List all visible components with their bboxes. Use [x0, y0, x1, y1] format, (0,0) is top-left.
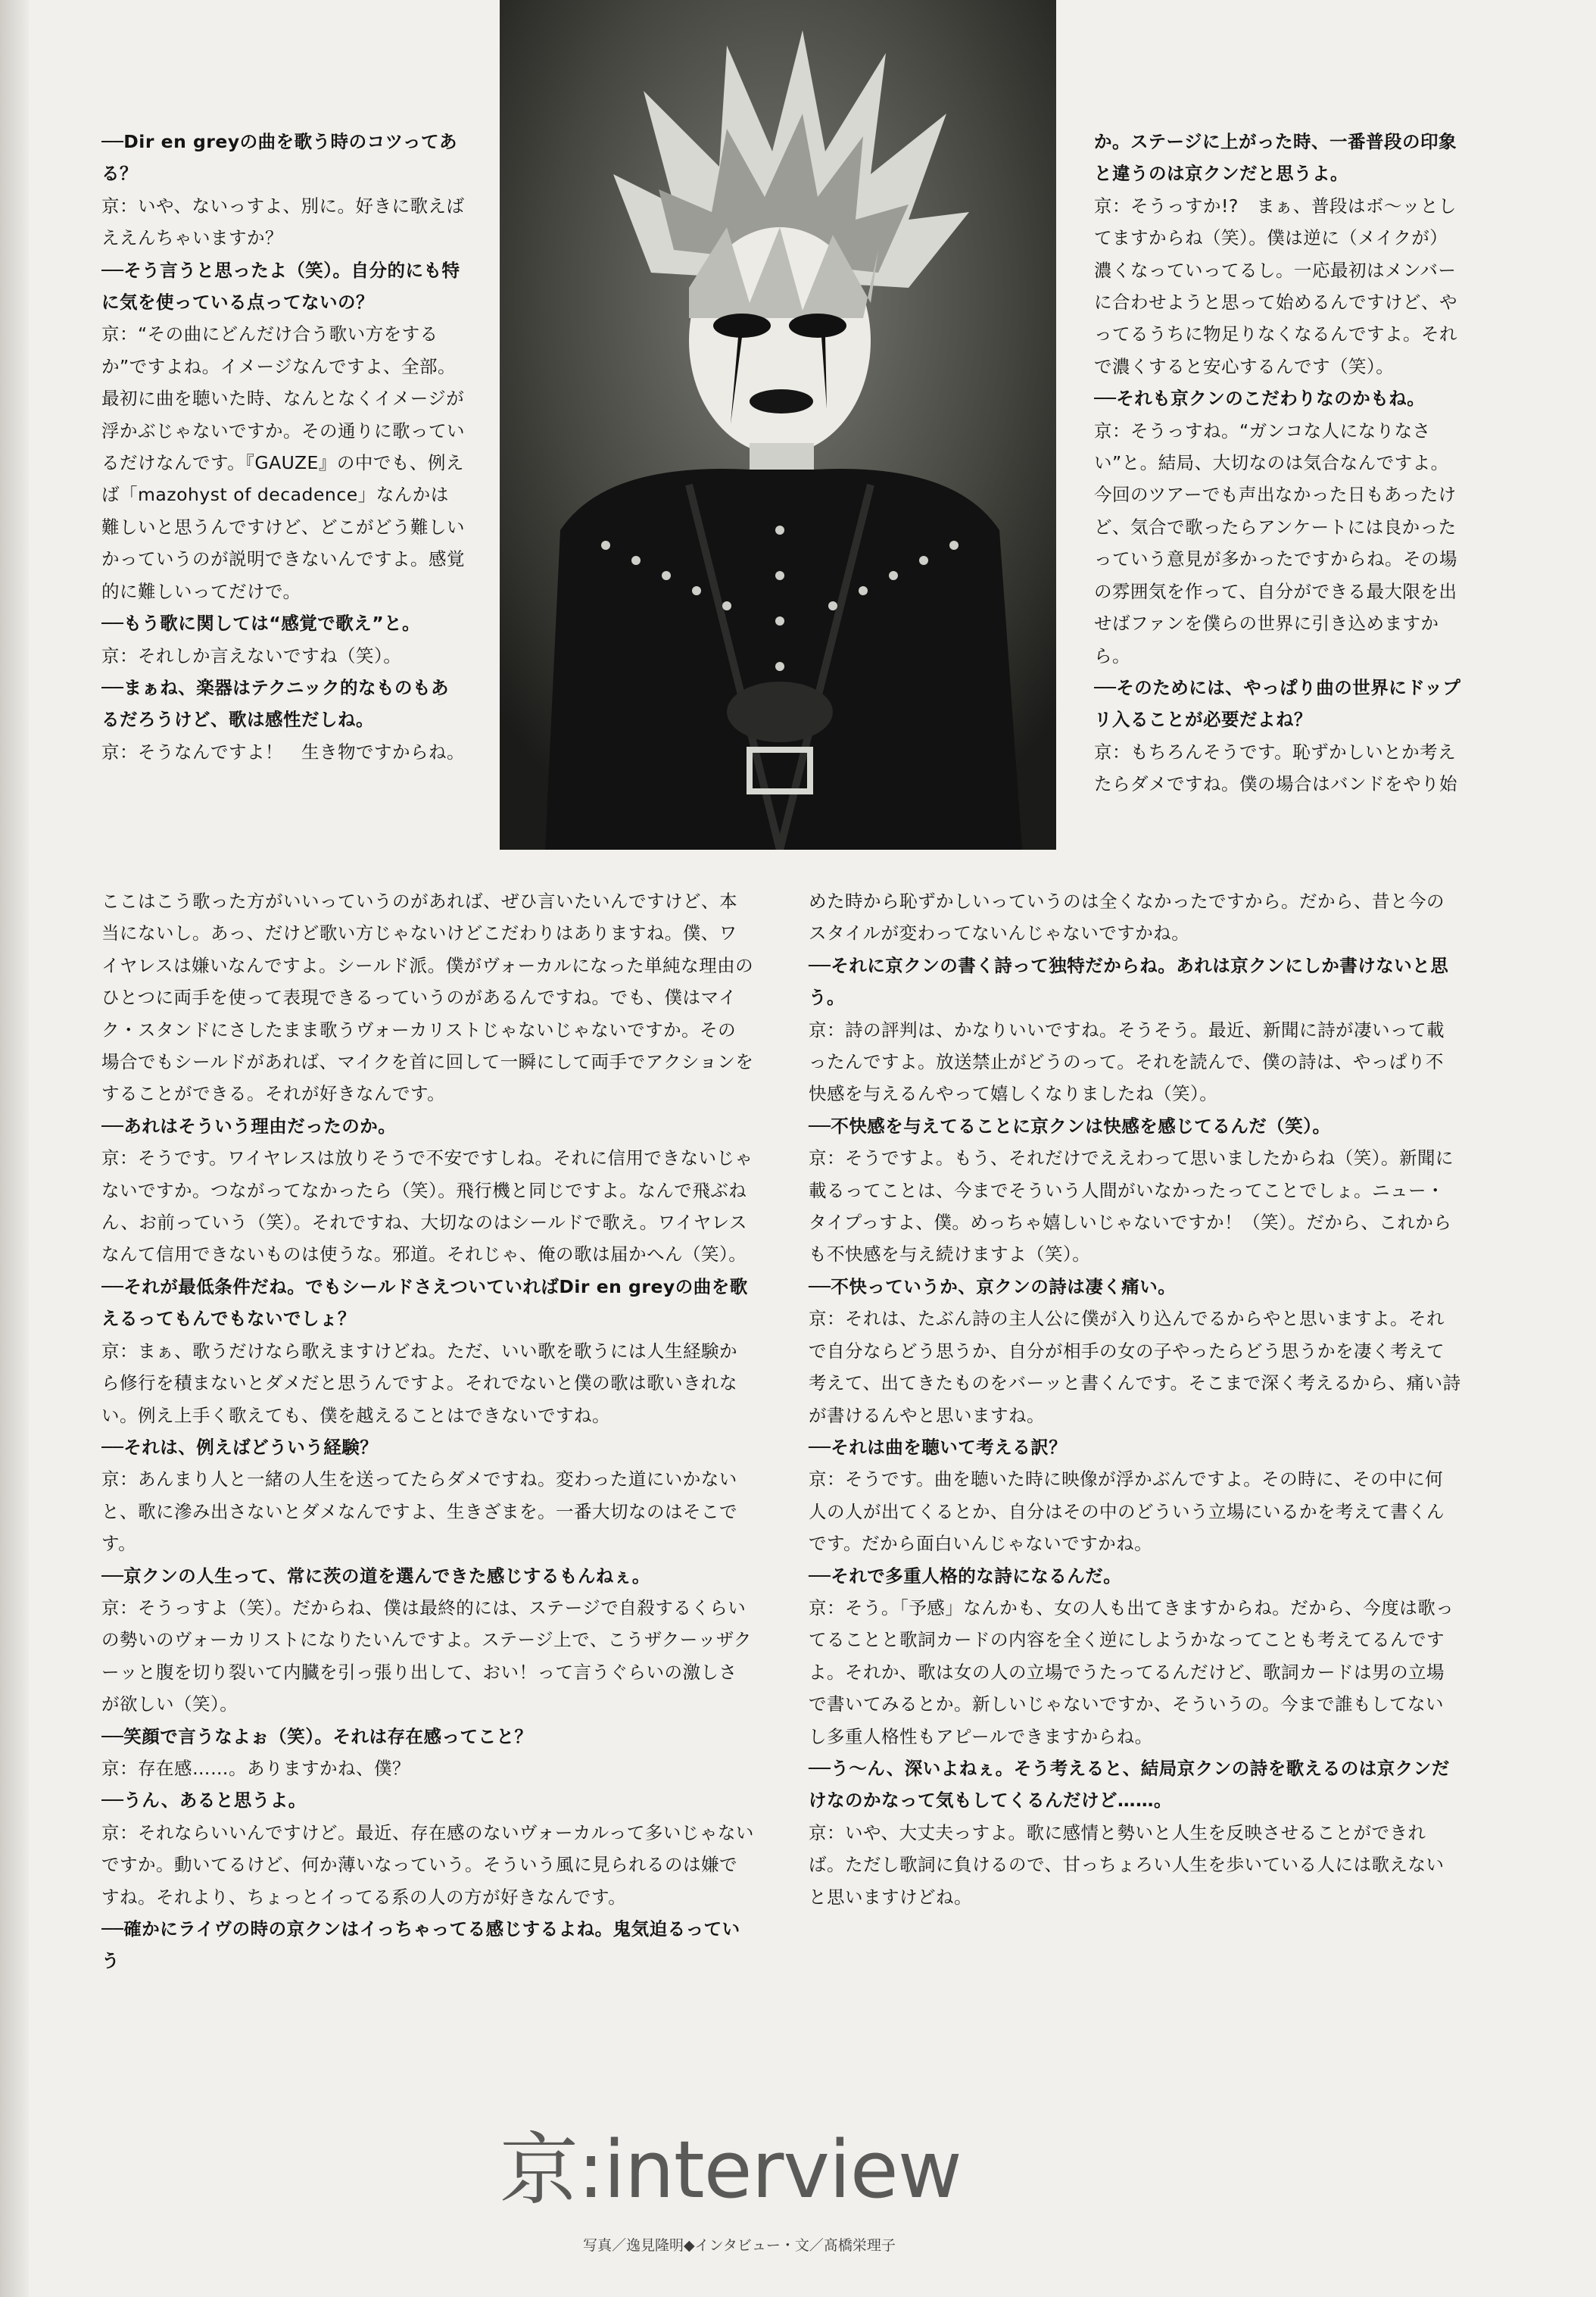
question: ──それが最低条件だね。でもシールドさえついていればDir en greyの曲を歌えるってもんでもないでしょ？ [101, 1275, 748, 1330]
answer: 京：まぁ、歌うだけなら歌えますけどね。ただ、いい歌を歌うには人生経験から修行を積まないとダメだと思うんですよ。それでないと僕の歌は歌いきれない。例え上手く歌えても、僕を越えることはできないですね。 [101, 1340, 737, 1426]
question: ──うん、あると思うよ。 [101, 1790, 307, 1812]
answer: 京：そう。「予感」なんかも、女の人も出てきますからね。だから、今度は歌ってることと歌詞カードの内容を全く逆にしようかなってことも考えてるんですよ。それか、歌は女の人の立場でうたってるんだけど、歌詞カードは男の立場で書いてみるとか。新しいじゃないですか、そういうの。今まで誰もしてないし多重人格性もアピールできますからね。 [809, 1596, 1454, 1747]
answer: 京：そうですよ。もう、それだけでええわって思いましたからね（笑）。新聞に載るってことは、今までそういう人間がいなかったってことでしょ。ニュー・タイプっすよ、僕。めっちゃ嬉しいじゃないですか！（笑）。だから、これからも不快感を与え続けますよ（笑）。 [809, 1147, 1454, 1266]
answer: 京：詩の評判は、かなりいいですね。そうそう。最近、新聞に詩が凄いって載ったんですよ。放送禁止がどうのって。それを読んで、僕の詩は、やっぱり不快感を与えるんやって嬉しくなりましたね（笑）。 [809, 1019, 1445, 1105]
answer: 京：そうです。ワイヤレスは放りそうで不安ですしね。それに信用できないじゃないですか。つながってなかったら（笑）。飛行機と同じですよ。なんで飛ぶねん、お前っていう（笑）。それですね、大切なのはシールドで歌え。ワイヤレスなんて信用できないものは使うな。邪道。それじゃ、俺の歌は届かへん（笑）。 [101, 1147, 753, 1266]
interview-lower-right [809, 885, 1461, 1977]
interview-title: 京:interview [500, 2124, 962, 2216]
answer: 京：“その曲にどんだけ合う歌い方をするか”ですよね。イメージなんですよ、全部。最初に曲を聴いた時、なんとなくイメージが浮かぶじゃないですか。その通りに歌っているだけなんです。『GAUZE』の中でも、例えば「mazohyst of decadence」なんかは難しいと思うんですけど、どこがどう難しいかっていうのが説明できないんですよ。感覚的に難しいってだけで。 [101, 323, 465, 602]
answer: 京：あんまり人と一緒の人生を送ってたらダメですね。変わった道にいかないと、歌に滲み出さないとダメなんですよ、生きざまを。一番大切なのはそこです。 [101, 1468, 737, 1555]
answer: 京：そうっすね。“ガンコな人になりなさい”と。結局、大切なのは気合なんですよ。今回のツアーでも声出なかった日もあったけど、気合で歌ったらアンケートには良かったっていう意見が多かったですからね。その場の雰囲気を作って、自分ができる最大限を出せばファンを僕らの世界に引き込めますから。 [1094, 420, 1457, 666]
question: ──それも京クンのこだわりなのかもね。 [1094, 388, 1426, 410]
answer: 京：そうです。曲を聴いた時に映像が浮かぶんですよ。その時に、その中に何人の人が出てくるとか、自分はその中のどういう立場にいるかを考えて書くんです。だから面白いんじゃないですかね。 [809, 1468, 1445, 1555]
question: ──そのためには、やっぱり曲の世界にドップリ入ることが必要だよね？ [1094, 676, 1461, 731]
question: ──確かにライヴの時の京クンはイっちゃってる感じするよね。鬼気迫るっていう [101, 1918, 740, 1972]
portrait-photo [500, 0, 1056, 850]
interview-column-right [1094, 126, 1461, 885]
photo-interview-credit: 写真／逸見隆明◆インタビュー・文／髙橋栄理子 [583, 2237, 896, 2254]
question: ──もう歌に関しては“感覚で歌え”と。 [101, 613, 421, 635]
question: ──Dir en greyの曲を歌う時のコツってある？ [101, 131, 457, 185]
answer: めた時から恥ずかしいっていうのは全くなかったですから。だから、昔と今のスタイルが変わってないんじゃないですかね。 [809, 891, 1445, 944]
answer: 京：それならいいんですけど。最近、存在感のないヴォーカルって多いじゃないですか。動いてるけど、何か薄いなっていう。そういう風に見られるのは嫌ですね。それより、ちょっとイってる系の人の方が好きなんです。 [101, 1821, 754, 1908]
interview-lower-left [101, 885, 754, 1977]
interview-column-left [101, 126, 465, 885]
answer: 京：それしか言えないですね（笑）。 [101, 644, 402, 666]
question: ──それに京クンの書く詩って独特だからね。あれは京クンにしか書けないと思う。 [809, 954, 1449, 1009]
answer: 京：いや、大丈夫っすよ。歌に感情と勢いと人生を反映させることができれば。ただし歌詞に負けるので、甘っちょろい人生を歩いている人には歌えないと思いますけどね。 [809, 1821, 1445, 1908]
answer: 京：いや、ないっすよ、別に。好きに歌えばええんちゃいますか？ [101, 195, 465, 249]
question: ──笑顔で言うなよぉ（笑）。それは存在感ってこと？ [101, 1725, 533, 1747]
interview-lower-columns [101, 885, 1461, 2055]
answer: 京：そうっすよ（笑）。だからね、僕は最終的には、ステージで自殺するくらいの勢いのヴォーカリストになりたいんですよ。ステージ上で、こうザクーッザクーッと腹を切り裂いて内臓を引っ張り出して、おい！って言うぐらいの激しさが欲しい（笑）。 [101, 1596, 752, 1715]
question: ──それは曲を聴いて考える訳？ [809, 1436, 1068, 1458]
question: ──う〜ん、深いよねぇ。そう考えると、結局京クンの詩を歌えるのは京クンだけなのかなって気もしてくるんだけど……。 [809, 1757, 1450, 1812]
answer: 京：それは、たぶん詩の主人公に僕が入り込んでるからやと思いますよ。それで自分ならどう思うか、自分が相手の女の子やったらどう思うかを凄く考えて考えて、出てきたものをバーッと書くんです。そこまで深く考えるから、痛い詩が書けるんやと思いますね。 [809, 1308, 1461, 1426]
question: ──それは、例えばどういう経験？ [101, 1436, 379, 1458]
question: か。ステージに上がった時、一番普段の印象と違うのは京クンだと思うよ。 [1094, 131, 1457, 185]
answer: 京：もちろんそうです。恥ずかしいとか考えたらダメですね。僕の場合はバンドをやり始 [1094, 741, 1457, 795]
question: ──そう言うと思ったよ（笑）。自分的にも特に気を使っている点ってないの？ [101, 259, 460, 314]
question: ──まぁね、楽器はテクニック的なものもあるだろうけど、歌は感性だしね。 [101, 676, 449, 731]
answer: ここはこう歌った方がいいっていうのがあれば、ぜひ言いたいんですけど、本当にないし。あっ、だけど歌い方じゃないけどこだわりはありますね。僕、ワイヤレスは嫌いなんですよ。シールド派。僕がヴォーカルになった単純な理由のひとつに両手を使って表現できるっていうのがあるんですね。でも、僕はマイク・スタンドにさしたまま歌うヴォーカリストじゃないじゃないですか。その場合でもシールドがあれば、マイクを首に回して一瞬にして両手でアクションをすることができる。それが好きなんです。 [101, 891, 754, 1105]
answer: 京：そうなんですよ！ 生き物ですからね。 [101, 741, 465, 763]
answer: 京：存在感……。ありますかね、僕？ [101, 1757, 410, 1779]
question: ──あれはそういう理由だったのか。 [101, 1115, 397, 1137]
question: ──不快っていうか、京クンの詩は凄く痛い。 [809, 1275, 1177, 1297]
question: ──それで多重人格的な詩になるんだ。 [809, 1565, 1122, 1587]
question: ──不快感を与えてることに京クンは快感を感じてるんだ（笑）。 [809, 1115, 1331, 1137]
answer: 京：そうっすか!? まぁ、普段はボ〜ッとしてますからね（笑）。僕は逆に（メイクが）濃くなっていってるし。一応最初はメンバーに合わせようと思って始めるんですけど、やってるうちに物足りなくなるんですよ。それで濃くすると安心するんです（笑）。 [1094, 195, 1457, 377]
question: ──京クンの人生って、常に茨の道を選んできた感じするもんねぇ。 [101, 1565, 650, 1587]
page-gutter-shadow [0, 0, 29, 2297]
